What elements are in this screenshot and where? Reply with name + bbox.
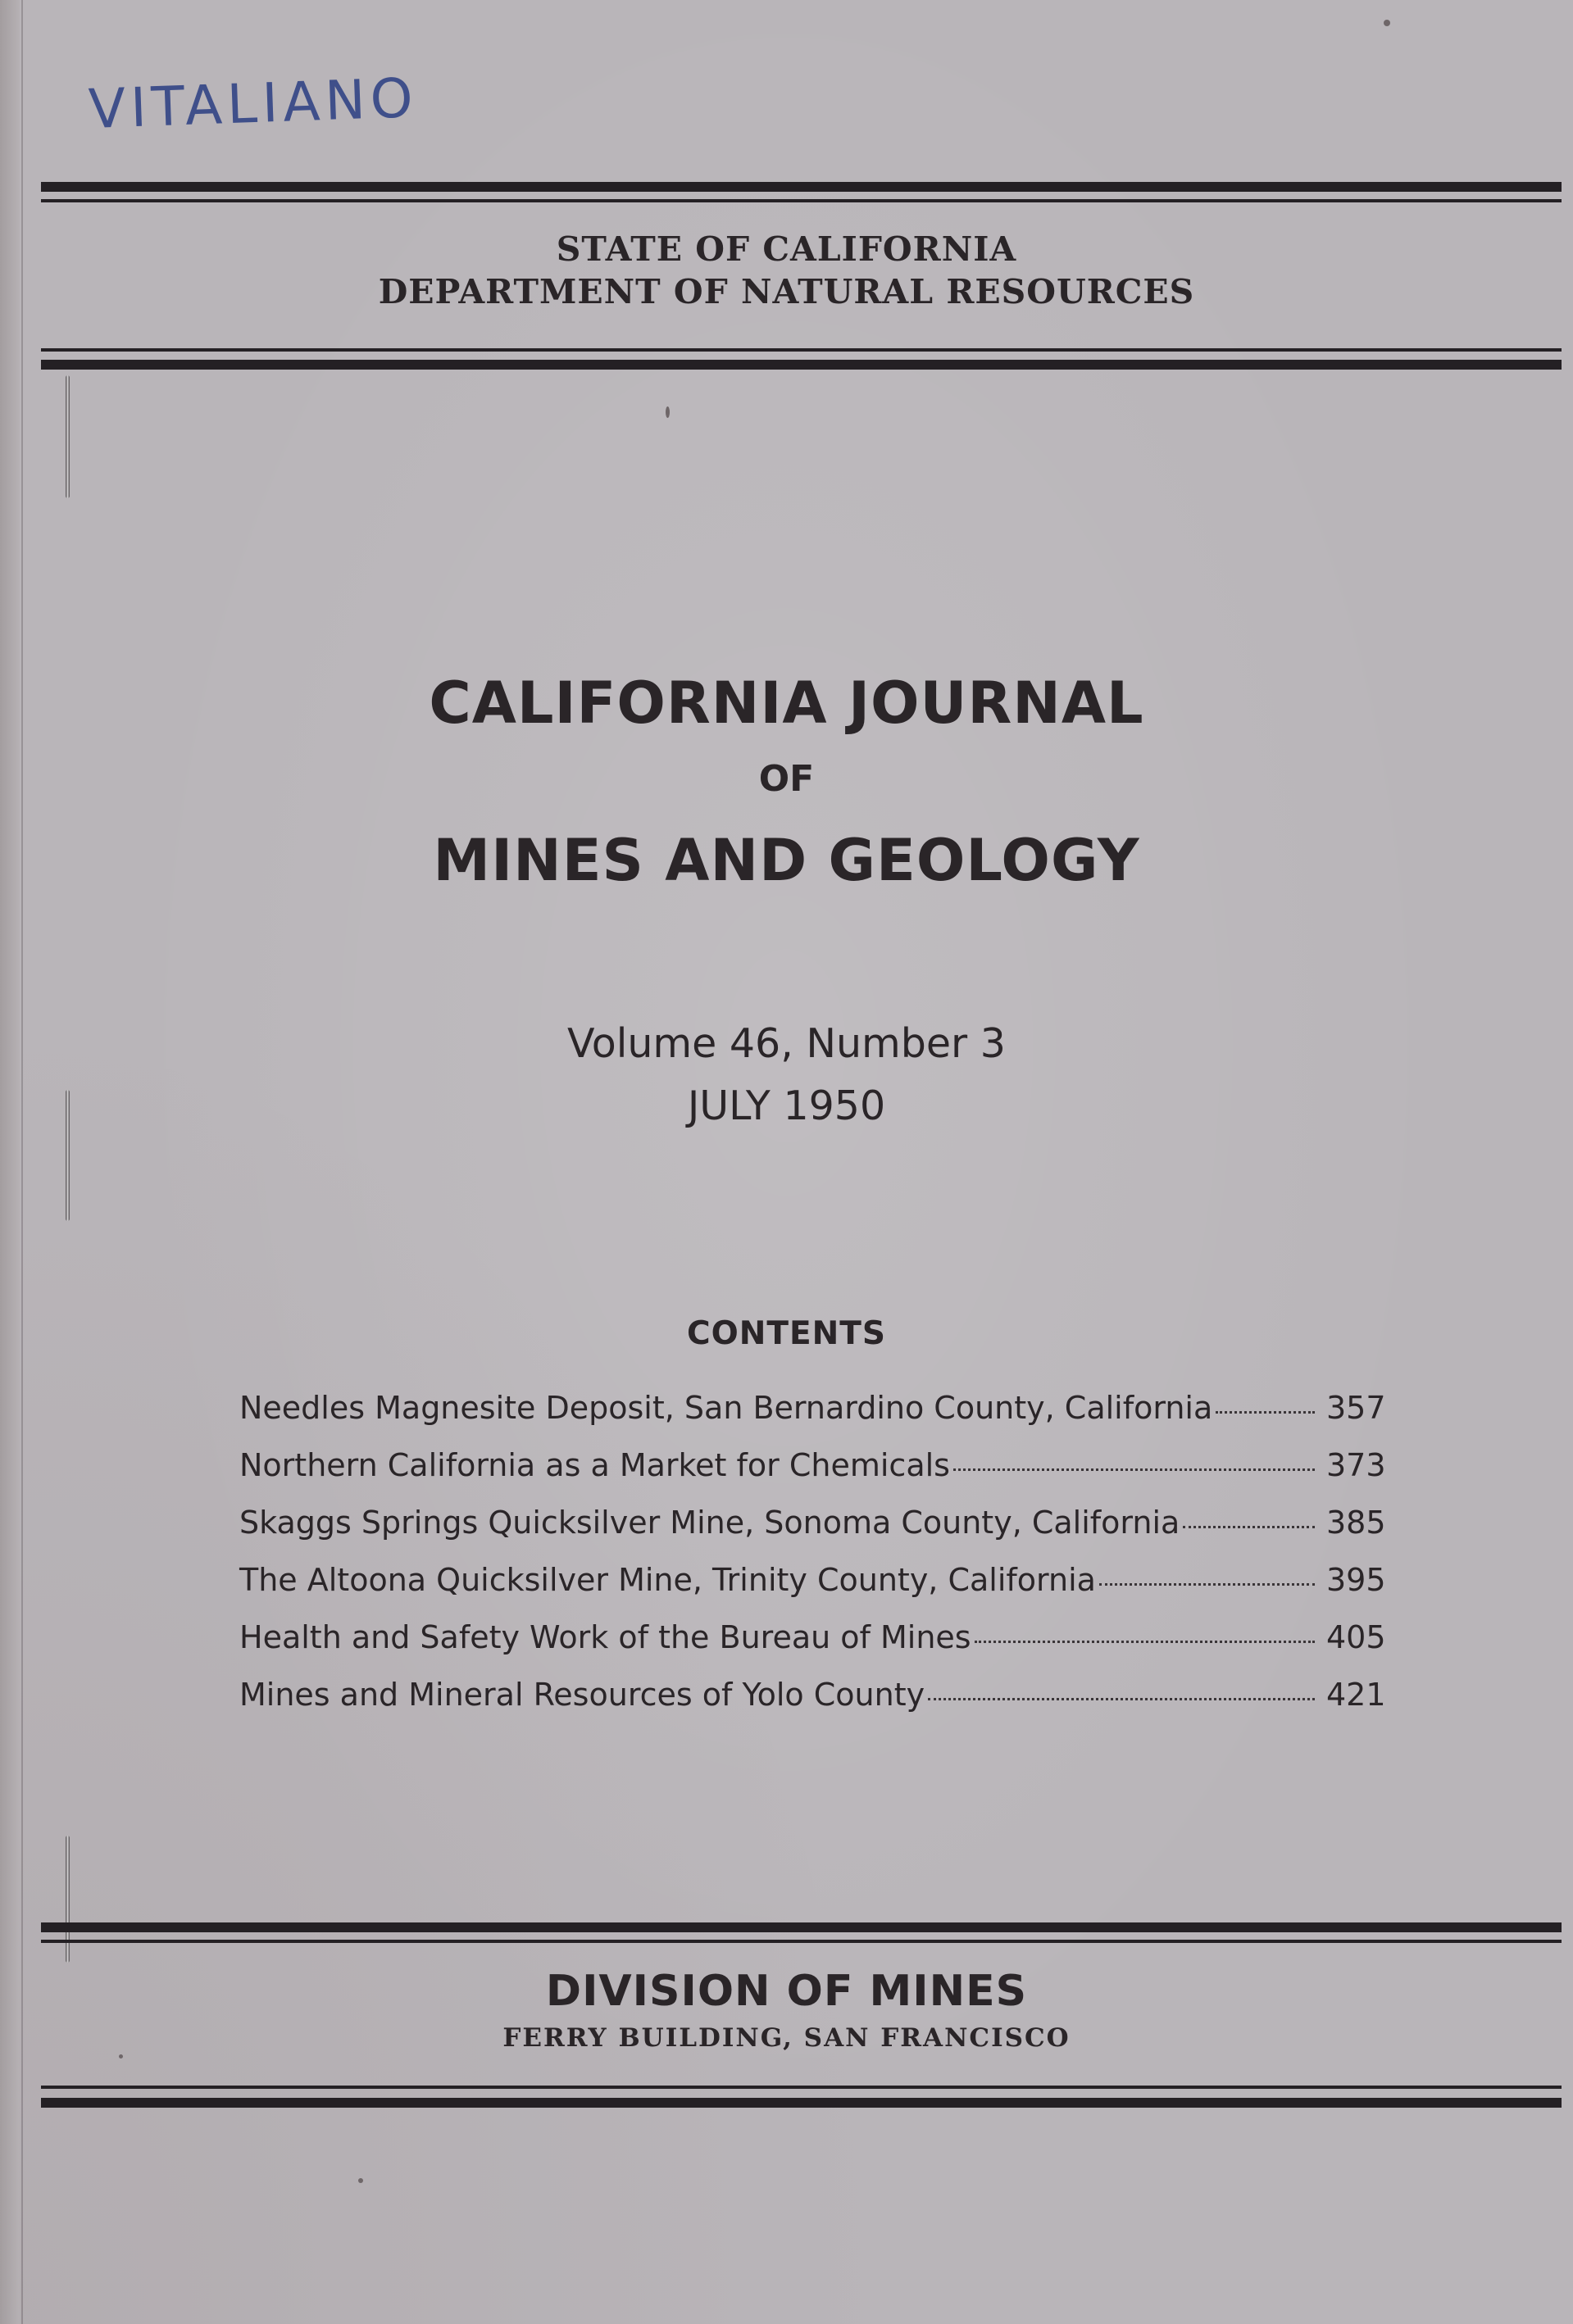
contents-item-title: Northern California as a Market for Chemicals [239,1447,950,1483]
contents-item-page: 357 [1326,1390,1386,1426]
header-department: DEPARTMENT OF NATURAL RESOURCES [378,272,1195,311]
header-rule-thick [41,360,1562,370]
leader-dots [1099,1583,1315,1586]
leader-dots [1183,1526,1315,1528]
contents-item-title: Needles Magnesite Deposit, San Bernardino County, California [239,1390,1213,1426]
staple-bottom [66,1836,70,1963]
handwritten-name: VITALIANO [87,66,419,141]
contents-item [239,1505,1384,1562]
contents-item [239,1562,1384,1619]
contents-item-title: Skaggs Springs Quicksilver Mine, Sonoma County, California [239,1505,1180,1541]
title-line-2: MINES AND GEOLOGY [433,827,1140,894]
paper-speck [1384,20,1390,26]
header-rule-thin [41,348,1562,352]
contents-item-title: Mines and Mineral Resources of Yolo County [239,1677,925,1713]
contents-item-title: The Altoona Quicksilver Mine, Trinity County, California [239,1562,1096,1598]
contents-item-title: Health and Safety Work of the Bureau of Mines [239,1619,971,1655]
title-line-1: CALIFORNIA JOURNAL [429,670,1144,737]
contents-list [239,1390,1384,1734]
contents-item-page: 395 [1326,1562,1386,1598]
paper-speck [119,2054,123,2058]
staple-top [66,375,70,498]
issue-date: JULY 1950 [687,1083,886,1129]
header-block [0,228,1573,313]
bottom-rule-thin [41,2086,1562,2089]
footer-rule-thick [41,1922,1562,1932]
contents-item [239,1677,1384,1734]
paper-speck [358,2178,363,2183]
leader-dots [1216,1411,1315,1414]
leader-dots [953,1468,1315,1471]
title-of: OF [758,758,815,800]
top-rule-thick [41,182,1562,192]
header-state: STATE OF CALIFORNIA [556,229,1017,269]
bottom-rule-thick [41,2098,1562,2108]
contents-heading: CONTENTS [687,1315,886,1352]
volume-number: Volume 46, Number 3 [567,1020,1006,1067]
contents-item [239,1619,1384,1677]
contents-item-page: 405 [1326,1619,1386,1655]
division-address: FERRY BUILDING, SAN FRANCISCO [502,2023,1071,2053]
contents-item [239,1390,1384,1447]
contents-item-page: 373 [1326,1447,1386,1483]
footer-rule-thin [41,1940,1562,1943]
division-title: DIVISION OF MINES [545,1967,1028,2016]
top-rule-thin [41,199,1562,202]
contents-item-page: 385 [1326,1505,1386,1541]
leader-dots [975,1641,1315,1643]
contents-item [239,1447,1384,1505]
contents-item-page: 421 [1326,1677,1386,1713]
leader-dots [928,1698,1315,1700]
paper-speck [666,406,670,418]
